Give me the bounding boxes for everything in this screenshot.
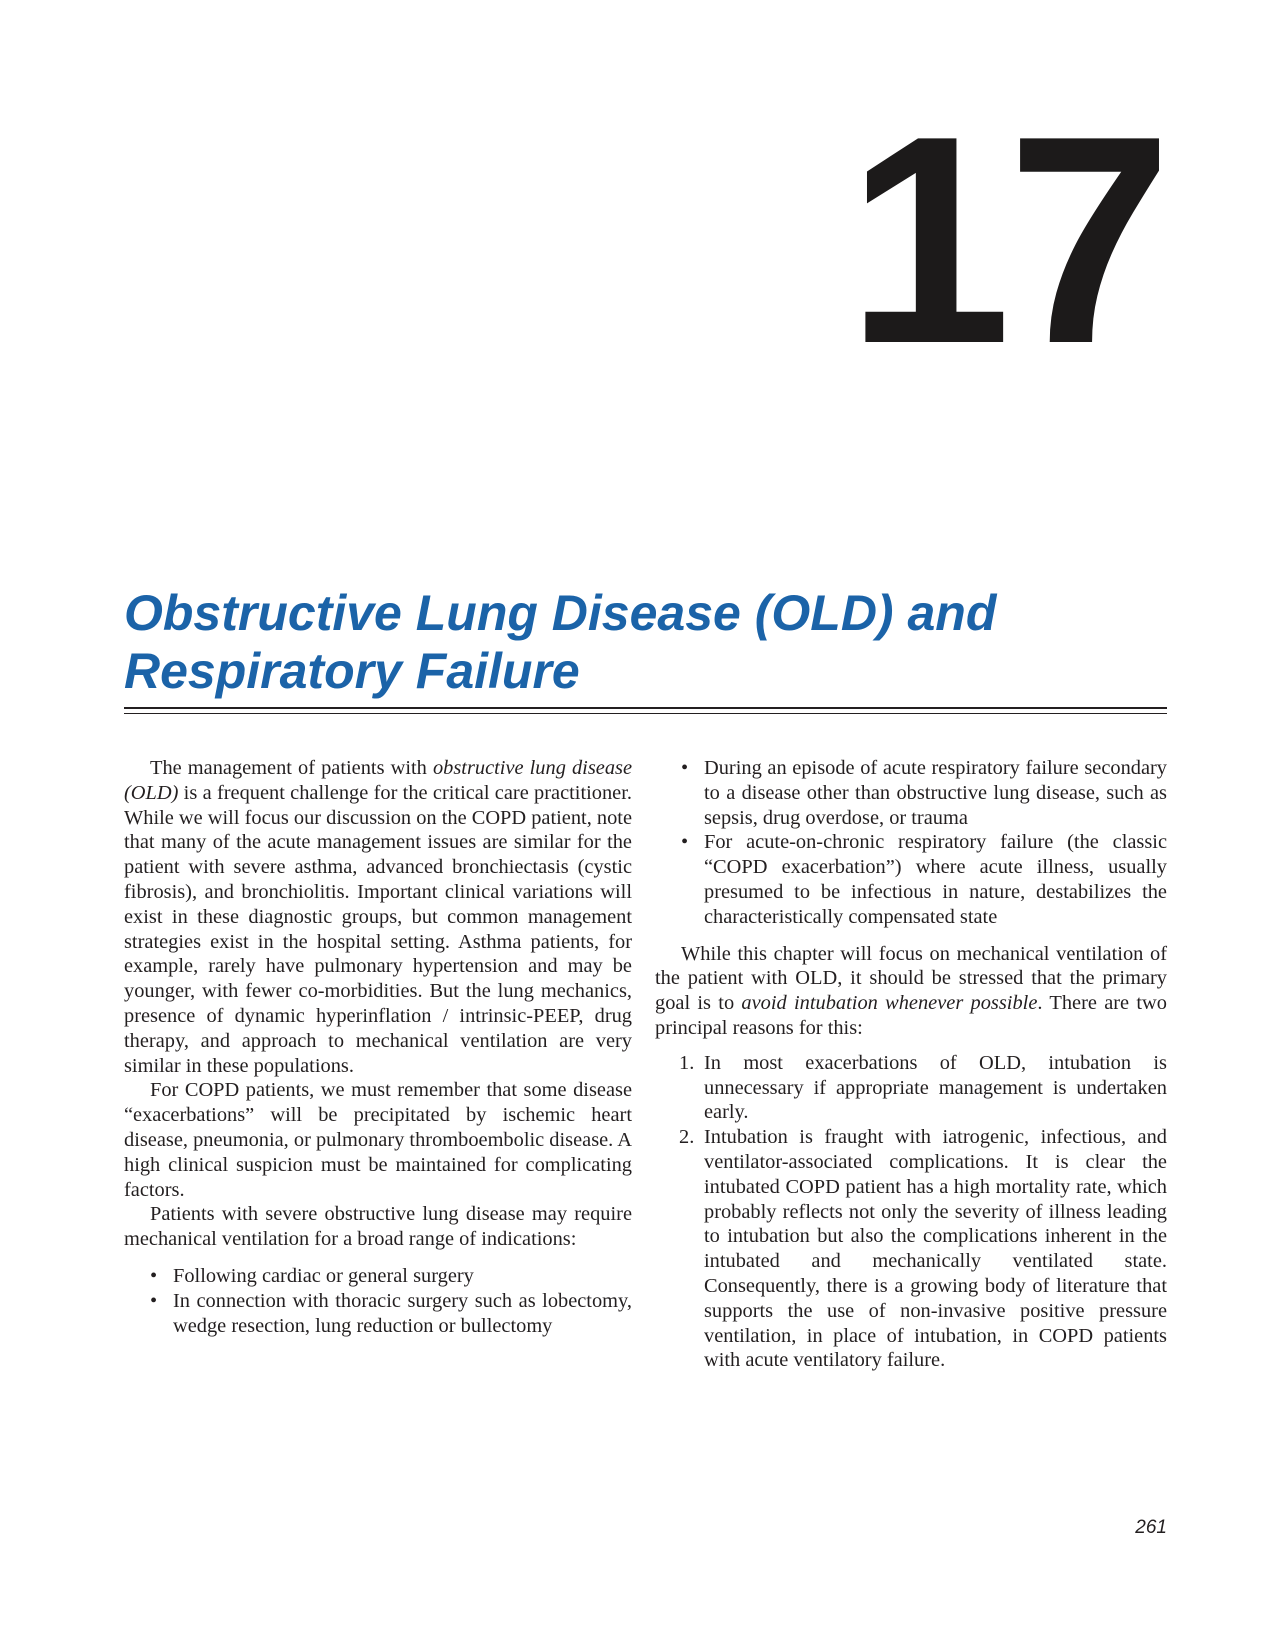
copd-paragraph: For COPD patients, we must remember that some disease “exacerbations” will be precipitated by ischemic heart disease, pneumonia, or pulmonary thromboembolic disease. A high clinical suspicion must be maintained for complicating factors.	[124, 1079, 632, 1201]
list-item-text: Following cardiac or general surgery	[173, 1264, 474, 1287]
left-column	[124, 756, 632, 1338]
bullet-icon: •	[681, 831, 689, 854]
chapter-title: Obstructive Lung Disease (OLD) and Respiratory Failure	[124, 585, 997, 699]
title-rule-thick	[124, 707, 1167, 709]
list-item	[655, 756, 1167, 830]
numbered-item	[655, 1125, 1167, 1373]
list-item	[124, 1289, 632, 1339]
goal-emphasis: avoid intubation whenever possible	[741, 992, 1038, 1015]
list-item-text: For acute-on-chronic respiratory failure (the classic “COPD exacerbation”) where acute illness, usually presumed to be infectious in nature, destabilizes the characteristically compensated state	[704, 831, 1167, 928]
intro-text-start: The management of patients with	[150, 757, 433, 779]
item-number: 2.	[679, 1126, 695, 1149]
page-number: 261	[1135, 1517, 1167, 1538]
intro-paragraph	[124, 756, 632, 1078]
indications-paragraph: Patients with severe obstructive lung disease may require mechanical ventilation for a broad range of indications:	[124, 1203, 632, 1251]
chapter-number: 17	[846, 74, 1168, 405]
numbered-item-text: Intubation is fraught with iatrogenic, infectious, and ventilator-associated complications. It is clear the intubated COPD patient has a high mortality rate, which probably reflects not only the severity of illness leading to intubation but also the complications inherent in the intubated and mechanically ventilated state. Consequently, there is a growing body of literature that supports the use of non-invasive positive pressure ventilation, in place of intubation, in COPD patients with acute ventilatory failure.	[704, 1126, 1167, 1372]
numbered-item	[655, 1051, 1167, 1125]
title-rule-thin	[124, 713, 1167, 714]
item-number: 1.	[679, 1051, 695, 1074]
bullet-icon: •	[150, 1264, 158, 1287]
right-column	[655, 756, 1167, 1373]
indications-list	[124, 1264, 632, 1338]
list-item-text: In connection with thoracic surgery such as lobectomy, wedge resection, lung reduction or bullectomy	[173, 1289, 632, 1337]
numbered-item-text: In most exacerbations of OLD, intubation is unnecessary if appropriate management is undertaken early.	[704, 1051, 1167, 1124]
goal-text-end: . There are two principal reasons for this:	[655, 992, 1167, 1039]
intro-text-end: is a frequent challenge for the critical care practitioner. While we will focus our discussion on the COPD patient, note that many of the acute management issues are similar for the patient with severe asthma, advanced bronchiectasis (cystic fibrosis), and bronchiolitis. Important clinical variations will exist in these diagnostic groups, but common management strategies exist in the hospital setting. Asthma patients, for example, rarely have pulmonary hypertension and may be younger, with fewer co-morbidities. But the lung mechanics, presence of dynamic hyperinflation / intrinsic-PEEP, drug therapy, and approach to mechanical ventilation are very similar in these populations.	[124, 781, 632, 1077]
list-item	[655, 830, 1167, 929]
bullet-icon: •	[681, 757, 689, 779]
list-item	[124, 1264, 632, 1289]
list-item-text: During an episode of acute respiratory failure secondary to a disease other than obstructive lung disease, such as sepsis, drug overdose, or trauma	[704, 757, 1167, 829]
goal-paragraph	[655, 942, 1167, 1041]
goal-text-start: While this chapter will focus on mechanical ventilation of the patient with OLD, it should be stressed that the primary goal is to	[655, 942, 1167, 1015]
reasons-list	[655, 1051, 1167, 1373]
indications-list-continued	[655, 756, 1167, 930]
bullet-icon: •	[150, 1289, 158, 1312]
intro-emphasis: obstructive lung disease (OLD)	[124, 757, 632, 804]
